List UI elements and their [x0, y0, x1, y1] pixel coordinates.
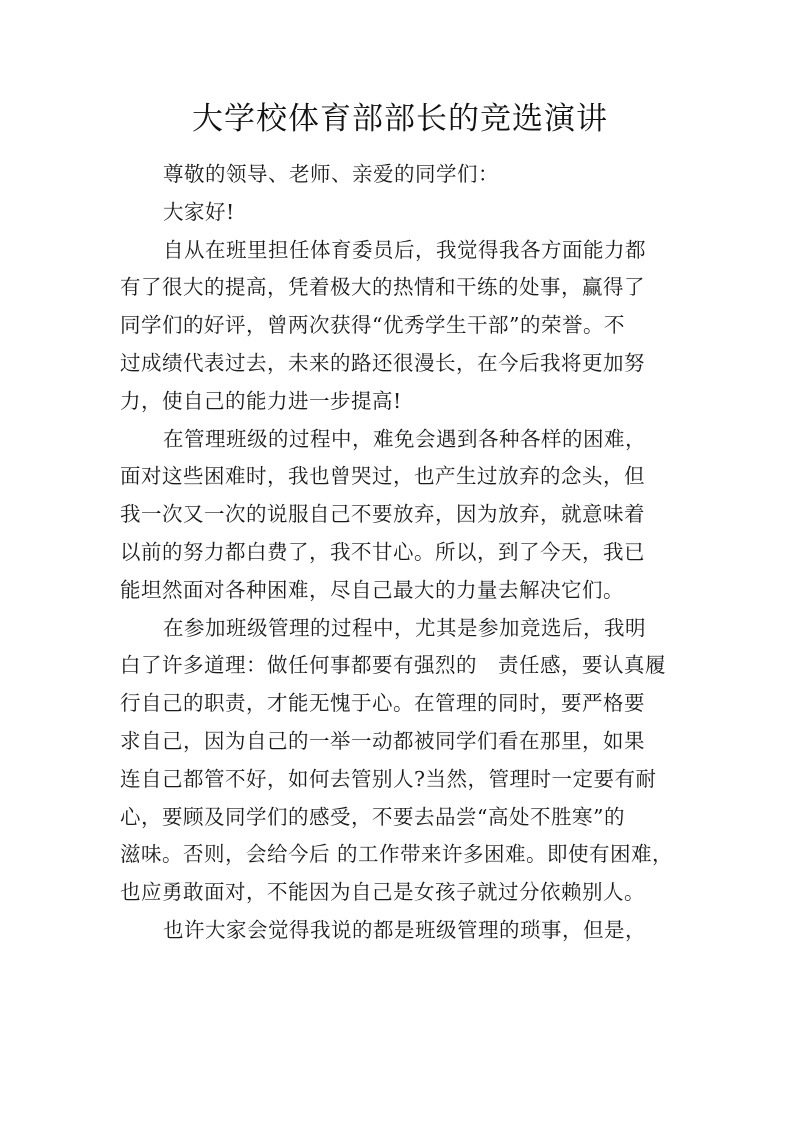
text-line: 尊敬的领导、老师、亲爱的同学们： [163, 162, 499, 186]
text-line: 白了许多道理：做任何事都要有强烈的 责任感，要认真履 [120, 653, 666, 678]
text-line: 能坦然面对各种困难，尽自己最大的力量去解决它们。 [120, 577, 624, 602]
text-line: 在参加班级管理的过程中，尤其是参加竞选后，我明 [163, 615, 646, 640]
text-line: 大家好! [163, 199, 235, 224]
text-line: 心，要顾及同学们的感受，不要去品尝“高处不胜寒”的 [120, 804, 625, 829]
text-line: 求自己，因为自己的一举一动都被同学们看在那里，如果 [120, 728, 645, 753]
text-line: 同学们的好评，曾两次获得“优秀学生干部”的荣誉。不 [120, 313, 625, 338]
text-line: 自从在班里担任体育委员后，我觉得我各方面能力都 [163, 237, 646, 262]
text-line: 有了很大的提高，凭着极大的热情和干练的处事，赢得了 [120, 275, 645, 300]
text-line: 以前的努力都白费了，我不甘心。所以，到了今天，我已 [120, 539, 645, 564]
text-line: 滋味。否则，会给今后 的工作带来许多困难。即使有困难， [120, 842, 674, 867]
document-title: 大学校体育部部长的竞选演讲 [192, 101, 608, 137]
text-line: 我一次又一次的说服自己不要放弃，因为放弃，就意味着 [120, 502, 645, 527]
text-line: 面对这些困难时，我也曾哭过，也产生过放弃的念头，但 [120, 464, 645, 489]
text-line: 连自己都管不好，如何去管别人?当然，管理时一定要有耐 [120, 766, 657, 791]
text-line: 行自己的职责，才能无愧于心。在管理的同时，要严格要 [120, 691, 645, 716]
text-line: 在管理班级的过程中，难免会遇到各种各样的困难， [163, 426, 646, 451]
text-line: 力，使自己的能力进一步提高! [120, 388, 402, 413]
text-line: 过成绩代表过去，未来的路还很漫长，在今后我将更加努 [120, 350, 645, 375]
document-body [120, 156, 680, 950]
text-line: 也许大家会觉得我说的都是班级管理的琐事，但是， [163, 917, 646, 942]
text-line: 也应勇敢面对，不能因为自己是女孩子就过分依赖别人。 [120, 880, 645, 905]
